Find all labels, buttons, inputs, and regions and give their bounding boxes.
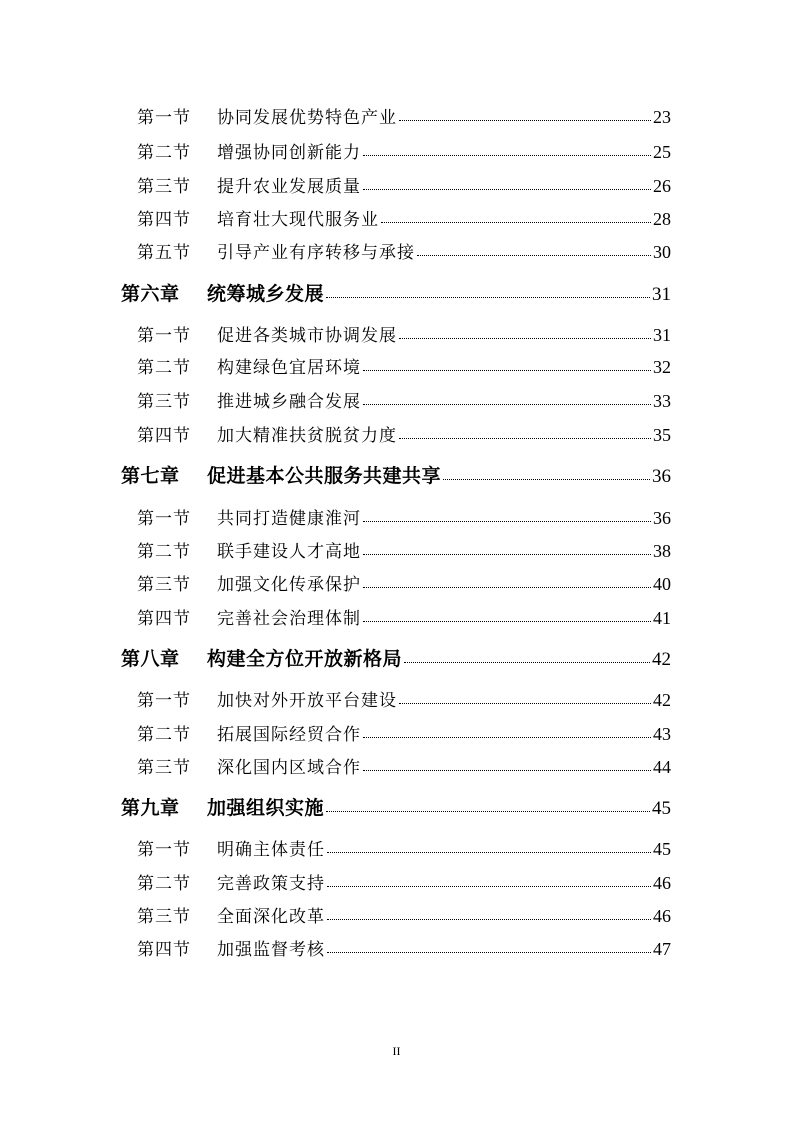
toc-entry-number: 第一节 — [137, 840, 191, 860]
toc-dot-leader — [363, 586, 651, 588]
toc-entry-number: 第一节 — [137, 326, 191, 346]
toc-entry-number: 第七章 — [121, 465, 180, 487]
toc-entry-number: 第三节 — [137, 177, 191, 197]
toc-entry-page: 38 — [653, 541, 671, 561]
toc-dot-leader — [326, 810, 650, 812]
toc-entry-number: 第三节 — [137, 758, 191, 778]
toc-chapter-entry[interactable] — [121, 279, 671, 306]
toc-dot-leader — [443, 478, 650, 480]
toc-entry-title: 拓展国际经贸合作 — [217, 725, 361, 745]
toc-entry-title: 明确主体责任 — [217, 840, 325, 860]
toc-dot-leader — [327, 851, 651, 853]
toc-section-entry[interactable] — [137, 935, 671, 960]
toc-entry-number: 第二节 — [137, 874, 191, 894]
toc-dot-leader — [363, 154, 651, 156]
toc-entry-page: 45 — [652, 798, 671, 819]
toc-dot-leader — [417, 254, 651, 256]
toc-entry-title: 深化国内区域合作 — [217, 758, 361, 778]
toc-entry-title: 完善政策支持 — [217, 874, 325, 894]
toc-section-entry[interactable] — [137, 720, 671, 745]
toc-section-entry[interactable] — [137, 537, 671, 562]
toc-section-entry[interactable] — [137, 321, 671, 346]
toc-entry-page: 41 — [653, 608, 671, 628]
toc-dot-leader — [363, 520, 651, 522]
toc-entry-page: 42 — [653, 690, 671, 710]
toc-entry-page: 36 — [653, 508, 671, 528]
toc-entry-page: 35 — [653, 425, 671, 445]
toc-section-entry[interactable] — [137, 902, 671, 927]
toc-chapter-entry[interactable] — [121, 644, 671, 671]
toc-entry-number: 第八章 — [121, 648, 180, 670]
toc-entry-title: 共同打造健康淮河 — [217, 509, 361, 529]
toc-entry-number: 第四节 — [137, 940, 191, 960]
toc-entry-title: 推进城乡融合发展 — [217, 392, 361, 412]
toc-dot-leader — [327, 885, 651, 887]
toc-dot-leader — [363, 403, 651, 405]
toc-entry-number: 第一节 — [137, 509, 191, 529]
toc-entry-title: 构建绿色宜居环境 — [217, 358, 361, 378]
toc-dot-leader — [326, 296, 650, 298]
toc-entry-page: 40 — [653, 574, 671, 594]
toc-entry-title: 加大精准扶贫脱贫力度 — [217, 426, 397, 446]
toc-dot-leader — [327, 918, 651, 920]
toc-section-entry[interactable] — [137, 835, 671, 860]
toc-entry-page: 32 — [653, 357, 671, 377]
toc-section-entry[interactable] — [137, 387, 671, 412]
toc-entry-title: 加强文化传承保护 — [217, 575, 361, 595]
toc-entry-page: 44 — [653, 757, 671, 777]
toc-entry-page: 23 — [653, 107, 671, 127]
toc-dot-leader — [363, 553, 651, 555]
toc-dot-leader — [399, 119, 651, 121]
page-number-footer: II — [392, 1044, 401, 1058]
toc-entry-title: 协同发展优势特色产业 — [217, 108, 397, 128]
toc-dot-leader — [399, 702, 651, 704]
toc-entry-page: 30 — [653, 242, 671, 262]
toc-entry-page: 46 — [653, 906, 671, 926]
toc-entry-title: 提升农业发展质量 — [217, 177, 361, 197]
toc-entry-page: 43 — [653, 724, 671, 744]
toc-entry-title: 构建全方位开放新格局 — [207, 648, 403, 670]
toc-entry-page: 46 — [653, 873, 671, 893]
toc-chapter-entry[interactable] — [121, 461, 671, 488]
toc-entry-number: 第一节 — [137, 108, 191, 128]
toc-entry-page: 31 — [653, 325, 671, 345]
toc-entry-title: 联手建设人才高地 — [217, 542, 361, 562]
toc-section-entry[interactable] — [137, 172, 671, 197]
toc-section-entry[interactable] — [137, 570, 671, 595]
toc-dot-leader — [363, 369, 651, 371]
toc-entry-page: 26 — [653, 176, 671, 196]
toc-entry-number: 第二节 — [137, 542, 191, 562]
toc-section-entry[interactable] — [137, 138, 671, 163]
toc-entry-number: 第二节 — [137, 358, 191, 378]
toc-entry-number: 第二节 — [137, 143, 191, 163]
toc-dot-leader — [363, 620, 651, 622]
toc-entry-title: 完善社会治理体制 — [217, 609, 361, 629]
toc-entry-title: 引导产业有序转移与承接 — [217, 243, 415, 263]
toc-entry-page: 28 — [653, 209, 671, 229]
toc-entry-title: 培育壮大现代服务业 — [217, 210, 379, 230]
toc-entry-number: 第九章 — [121, 797, 180, 819]
toc-section-entry[interactable] — [137, 103, 671, 128]
toc-dot-leader — [399, 337, 651, 339]
toc-entry-page: 25 — [653, 142, 671, 162]
toc-entry-number: 第三节 — [137, 907, 191, 927]
toc-entry-number: 第四节 — [137, 426, 191, 446]
toc-dot-leader — [363, 188, 651, 190]
toc-section-entry[interactable] — [137, 421, 671, 446]
toc-entry-title: 全面深化改革 — [217, 907, 325, 927]
toc-entry-title: 加强监督考核 — [217, 940, 325, 960]
toc-entry-number: 第三节 — [137, 575, 191, 595]
toc-entry-number: 第四节 — [137, 609, 191, 629]
toc-entry-number: 第五节 — [137, 243, 191, 263]
toc-section-entry[interactable] — [137, 604, 671, 629]
toc-entry-title: 促进基本公共服务共建共享 — [207, 465, 442, 487]
toc-entry-title: 统筹城乡发展 — [207, 283, 325, 305]
toc-entry-title: 加快对外开放平台建设 — [217, 691, 397, 711]
toc-entry-number: 第二节 — [137, 725, 191, 745]
toc-section-entry[interactable] — [137, 238, 671, 263]
toc-entry-page: 45 — [653, 839, 671, 859]
toc-chapter-entry[interactable] — [121, 793, 671, 820]
toc-dot-leader — [327, 951, 651, 953]
toc-dot-leader — [399, 437, 651, 439]
toc-entry-number: 第六章 — [121, 283, 180, 305]
toc-dot-leader — [404, 661, 650, 663]
toc-section-entry[interactable] — [137, 353, 671, 378]
toc-section-entry[interactable] — [137, 753, 671, 778]
toc-entry-title: 增强协同创新能力 — [217, 143, 361, 163]
toc-entry-page: 47 — [653, 939, 671, 959]
toc-entry-title: 促进各类城市协调发展 — [217, 326, 397, 346]
toc-entry-page: 33 — [653, 391, 671, 411]
toc-section-entry[interactable] — [137, 869, 671, 894]
toc-entry-number: 第一节 — [137, 691, 191, 711]
toc-entry-number: 第四节 — [137, 210, 191, 230]
toc-section-entry[interactable] — [137, 205, 671, 230]
toc-entry-title: 加强组织实施 — [207, 797, 325, 819]
toc-section-entry[interactable] — [137, 686, 671, 711]
toc-dot-leader — [381, 221, 651, 223]
toc-dot-leader — [363, 769, 651, 771]
toc-dot-leader — [363, 736, 651, 738]
toc-section-entry[interactable] — [137, 504, 671, 529]
toc-entry-page: 31 — [652, 284, 671, 305]
toc-entry-number: 第三节 — [137, 392, 191, 412]
toc-entry-page: 36 — [652, 466, 671, 487]
toc-entry-page: 42 — [652, 649, 671, 670]
